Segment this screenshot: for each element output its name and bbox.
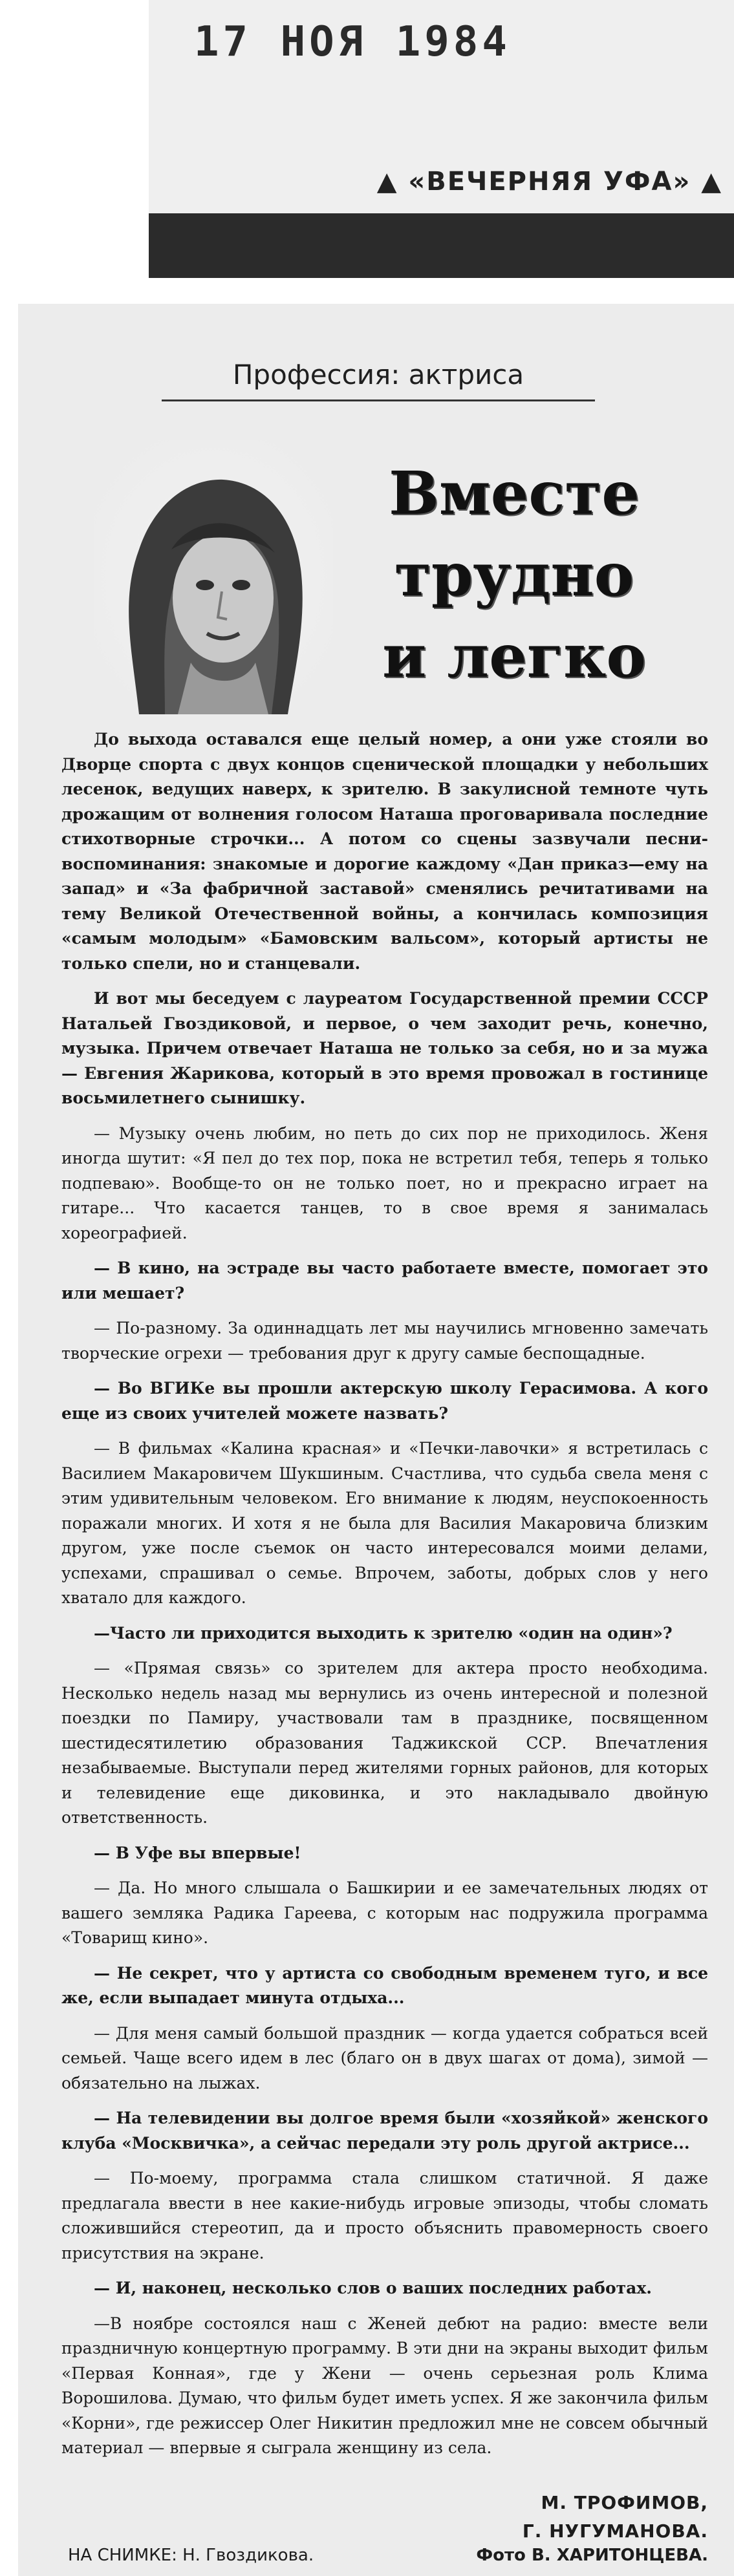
- photo-caption: НА СНИМКЕ: Н. Гвоздикова.: [68, 2546, 314, 2565]
- answer-paragraph: — По-моему, программа стала слишком статичной. Я даже предлагала ввести в нее какие-нибудь игровые эпизоды, чтобы сломать сложившийся стереотип, да и просто объяснить правомерность своего присутствия на экране.: [61, 2169, 708, 2262]
- title-line: Вместе: [389, 458, 640, 528]
- date-stamp: 17 НОЯ 1984: [194, 18, 511, 66]
- author-name: М. ТРОФИМОВ,: [541, 2492, 708, 2513]
- rubric-heading: Профессия: актриса: [232, 359, 524, 390]
- answer-paragraph: —В ноябре состоялся наш с Женей дебют на радио: вместе вели праздничную концертную программу. В эти дни на экраны выходит фильм «Первая Конная», где у Жени — очень серьезная роль Клима Ворошилова. Думаю, что фильм будет иметь успех. Я же закончила фильм «Корни», где режиссер Олег Никитин предложил мне не совсем обычный материал — впервые я сыграла женщину из села.: [61, 2314, 708, 2457]
- title-line: и легко: [382, 621, 646, 691]
- article-authors: [523, 2489, 708, 2546]
- rubric-underline: [162, 399, 595, 401]
- article-body: [61, 727, 708, 2466]
- question-paragraph: — Во ВГИКе вы прошли актерскую школу Герасимова. А кого еще из своих учителей можете назвать?: [61, 1379, 708, 1423]
- portrait-photo: [94, 440, 333, 714]
- answer-paragraph: — По-разному. За одиннадцать лет мы научились мгновенно замечать творческие огрехи — требования друг к другу самые беспощадные.: [61, 1319, 708, 1363]
- question-paragraph: — На телевидении вы долгое время были «хозяйкой» женского клуба «Москвичка», а сейчас передали эту роль другой актрисе...: [61, 2109, 708, 2153]
- article-intro: И вот мы беседуем с лауреатом Государственной премии СССР Натальей Гвоздиковой, и первое, о чем заходит речь, конечно, музыка. Причем отвечает Наташа не только за себя, но и за мужа — Евгения Жарикова, который в это время провожал в гостинице восьмилетнего сынишку.: [61, 989, 708, 1107]
- question-paragraph: — В Уфе вы впервые!: [94, 1843, 301, 1862]
- answer-paragraph: — Да. Но много слышала о Башкирии и ее замечательных людях от вашего земляка Радика Гареева, с которым нас подружила программа «Товарищ кино».: [61, 1879, 708, 1947]
- article-lead: До выхода оставался еще целый номер, а они уже стояли во Дворце спорта с двух концов сценической площадки у небольших лесенок, ведущих наверх, к зрителю. В закулисной темноте чуть дрожащим от волнения голосом Наташа проговаривала последние стихотворные строчки... А потом со сцены зазвучали песни-воспоминания: знакомые и дорогие каждому «Дан приказ—ему на запад» и «За фабричной заставой» сменялись речитативами на тему Великой Отечественной войны, а кончилась композиция «самым молодым» «Бамовским вальсом», который артисты не только спели, но и станцевали.: [61, 730, 708, 973]
- article-title: [362, 452, 666, 697]
- dark-rule-band: [149, 213, 734, 278]
- answer-paragraph: — «Прямая связь» со зрителем для актера просто необходима. Несколько недель назад мы вернулись из очень интересной и полезной поездки по Памиру, участвовали там в празднике, посвященном шестидесятилетию образования Таджикской ССР. Впечатления незабываемые. Выступали перед жителями горных районов, для которых и телевидение еще диковинка, и это накладывало двойную ответственность.: [61, 1659, 708, 1827]
- question-paragraph: — Не секрет, что у артиста со свободным временем туго, и все же, если выпадает минута отдыха...: [61, 1963, 708, 2007]
- author-name: Г. НУГУМАНОВА.: [522, 2520, 708, 2542]
- answer-paragraph: — Для меня самый большой праздник — когда удается собраться всей семьей. Чаще всего идем в лес (благо он в двух шагах от дома), зимой — обязательно на лыжах.: [61, 2023, 708, 2092]
- question-paragraph: —Часто ли приходится выходить к зрителю «один на один»?: [94, 1623, 673, 1643]
- answer-paragraph: — Музыку очень любим, но петь до сих пор не приходилось. Женя иногда шутит: «Я пел до тех пор, пока не встретил тебя, теперь я только подпеваю». Вообще-то он не только поет, но и прекрасно играет на гитаре... Что касается танцев, то в свое время я занималась хореографией.: [61, 1123, 708, 1242]
- newspaper-masthead: ▲ «ВЕЧЕРНЯЯ УФА» ▲: [376, 167, 722, 197]
- title-line: трудно: [394, 540, 634, 610]
- question-paragraph: — В кино, на эстраде вы часто работаете вместе, помогает это или мешает?: [61, 1259, 708, 1303]
- question-paragraph: — И, наконец, несколько слов о ваших последних работах.: [94, 2279, 652, 2297]
- answer-paragraph: — В фильмах «Калина красная» и «Печки-лавочки» я встретилась с Василием Макаровичем Шукшиным. Счастлива, что судьба свела меня с этим удивительным человеком. Его внимание к людям, неуспокоенность поражали многих. И хотя я не была для Василия Макаровича близким другом, уже после съемок он часто интересовался моими делами, успехами, спрашивал о семье. Впрочем, заботы, добрых слов у него хватало для каждого.: [61, 1439, 708, 1607]
- photo-credit: Фото В. ХАРИТОНЦЕВА.: [476, 2546, 708, 2565]
